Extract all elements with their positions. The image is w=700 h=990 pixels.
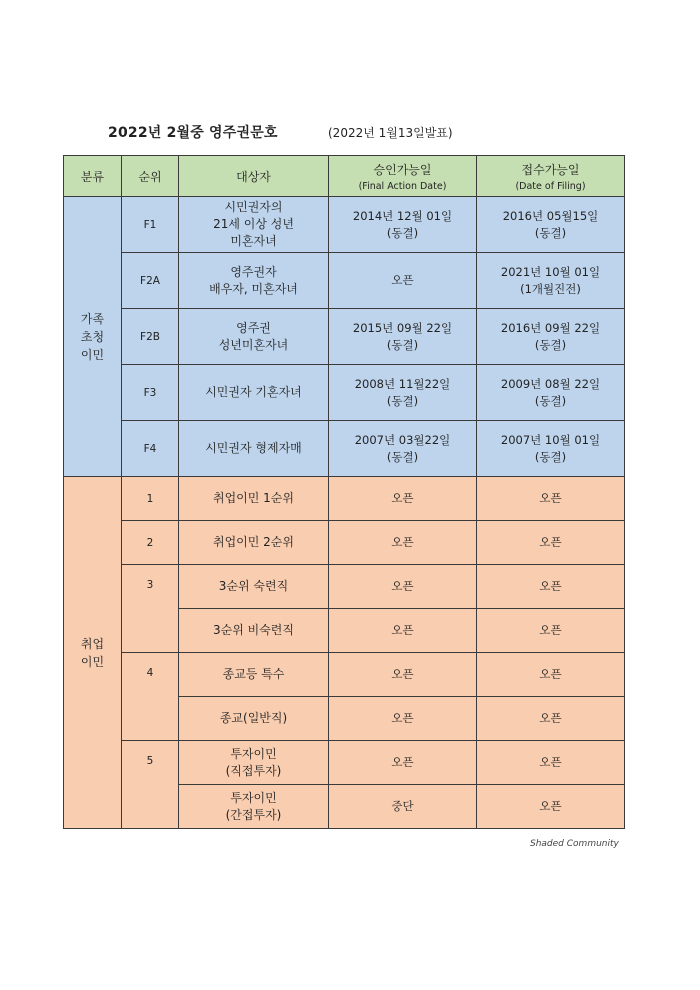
category-employment: 취업 이민 [64,477,122,829]
filing-date: 오픈 [477,521,625,565]
target-cell: 투자이민 (직접투자) [179,741,329,785]
table-header-row [64,156,625,197]
final-action-date: 오픈 [329,565,477,609]
final-action-date: 2014년 12월 01일 (동결) [329,197,477,253]
target-cell: 취업이민 1순위 [179,477,329,521]
rank-cell: 4 [122,653,179,741]
final-action-date: 오픈 [329,477,477,521]
title-row [0,122,700,146]
rank-cell: 5 [122,741,179,829]
filing-date: 오픈 [477,741,625,785]
final-action-date: 2007년 03월22일 (동결) [329,421,477,477]
rank-cell: 3 [122,565,179,653]
filing-date: 2016년 09월 22일 (동결) [477,309,625,365]
final-action-date: 중단 [329,785,477,829]
rank-cell: F1 [122,197,179,253]
announcement-date: (2022년 1월13일발표) [328,126,453,140]
target-cell: 종교(일반직) [179,697,329,741]
header-final-action-ko: 승인가능일 [373,162,432,177]
table-row [64,653,625,697]
rank-cell: 1 [122,477,179,521]
footer-credit: Shaded Community [530,839,619,849]
target-cell: 시민권자 형제자매 [179,421,329,477]
rank-cell: F4 [122,421,179,477]
final-action-date: 2008년 11월22일 (동결) [329,365,477,421]
table-row [64,421,625,477]
filing-date: 오픈 [477,785,625,829]
filing-date: 2021년 10월 01일 (1개월진전) [477,253,625,309]
filing-date: 오픈 [477,653,625,697]
filing-date: 오픈 [477,565,625,609]
table-row [64,521,625,565]
table-row [64,365,625,421]
table-row [64,309,625,365]
table-row [64,565,625,609]
final-action-date: 오픈 [329,697,477,741]
final-action-date: 오픈 [329,253,477,309]
header-final-action [329,156,477,197]
filing-date: 2009년 08월 22일 (동결) [477,365,625,421]
target-cell: 종교등 특수 [179,653,329,697]
rank-cell: F2A [122,253,179,309]
category-family: 가족 초청 이민 [64,197,122,477]
header-filing [477,156,625,197]
header-target: 대상자 [179,156,329,197]
rank-cell: F3 [122,365,179,421]
page-title: 2022년 2월중 영주권문호 [108,125,278,141]
target-cell: 3순위 숙련직 [179,565,329,609]
header-filing-en: (Date of Filing) [515,180,586,192]
filing-date: 오픈 [477,609,625,653]
target-cell: 시민권자 기혼자녀 [179,365,329,421]
final-action-date: 오픈 [329,741,477,785]
target-cell: 투자이민 (간접투자) [179,785,329,829]
final-action-date: 오픈 [329,653,477,697]
target-cell: 영주권 성년미혼자녀 [179,309,329,365]
filing-date: 2007년 10월 01일 (동결) [477,421,625,477]
header-filing-ko: 접수가능일 [521,162,580,177]
target-cell: 시민권자의 21세 이상 성년 미혼자녀 [179,197,329,253]
rank-cell: 2 [122,521,179,565]
final-action-date: 오픈 [329,521,477,565]
target-cell: 영주권자 배우자, 미혼자녀 [179,253,329,309]
table-row [64,253,625,309]
table-body [64,197,625,829]
filing-date: 2016년 05월15일 (동결) [477,197,625,253]
target-cell: 3순위 비숙련직 [179,609,329,653]
target-cell: 취업이민 2순위 [179,521,329,565]
table-row [64,197,625,253]
filing-date: 오픈 [477,697,625,741]
visa-bulletin-table [63,155,625,829]
final-action-date: 오픈 [329,609,477,653]
table-row [64,741,625,785]
header-final-action-en: (Final Action Date) [358,180,447,192]
filing-date: 오픈 [477,477,625,521]
header-category: 분류 [64,156,122,197]
final-action-date: 2015년 09월 22일 (동결) [329,309,477,365]
header-rank: 순위 [122,156,179,197]
rank-cell: F2B [122,309,179,365]
table-row [64,477,625,521]
